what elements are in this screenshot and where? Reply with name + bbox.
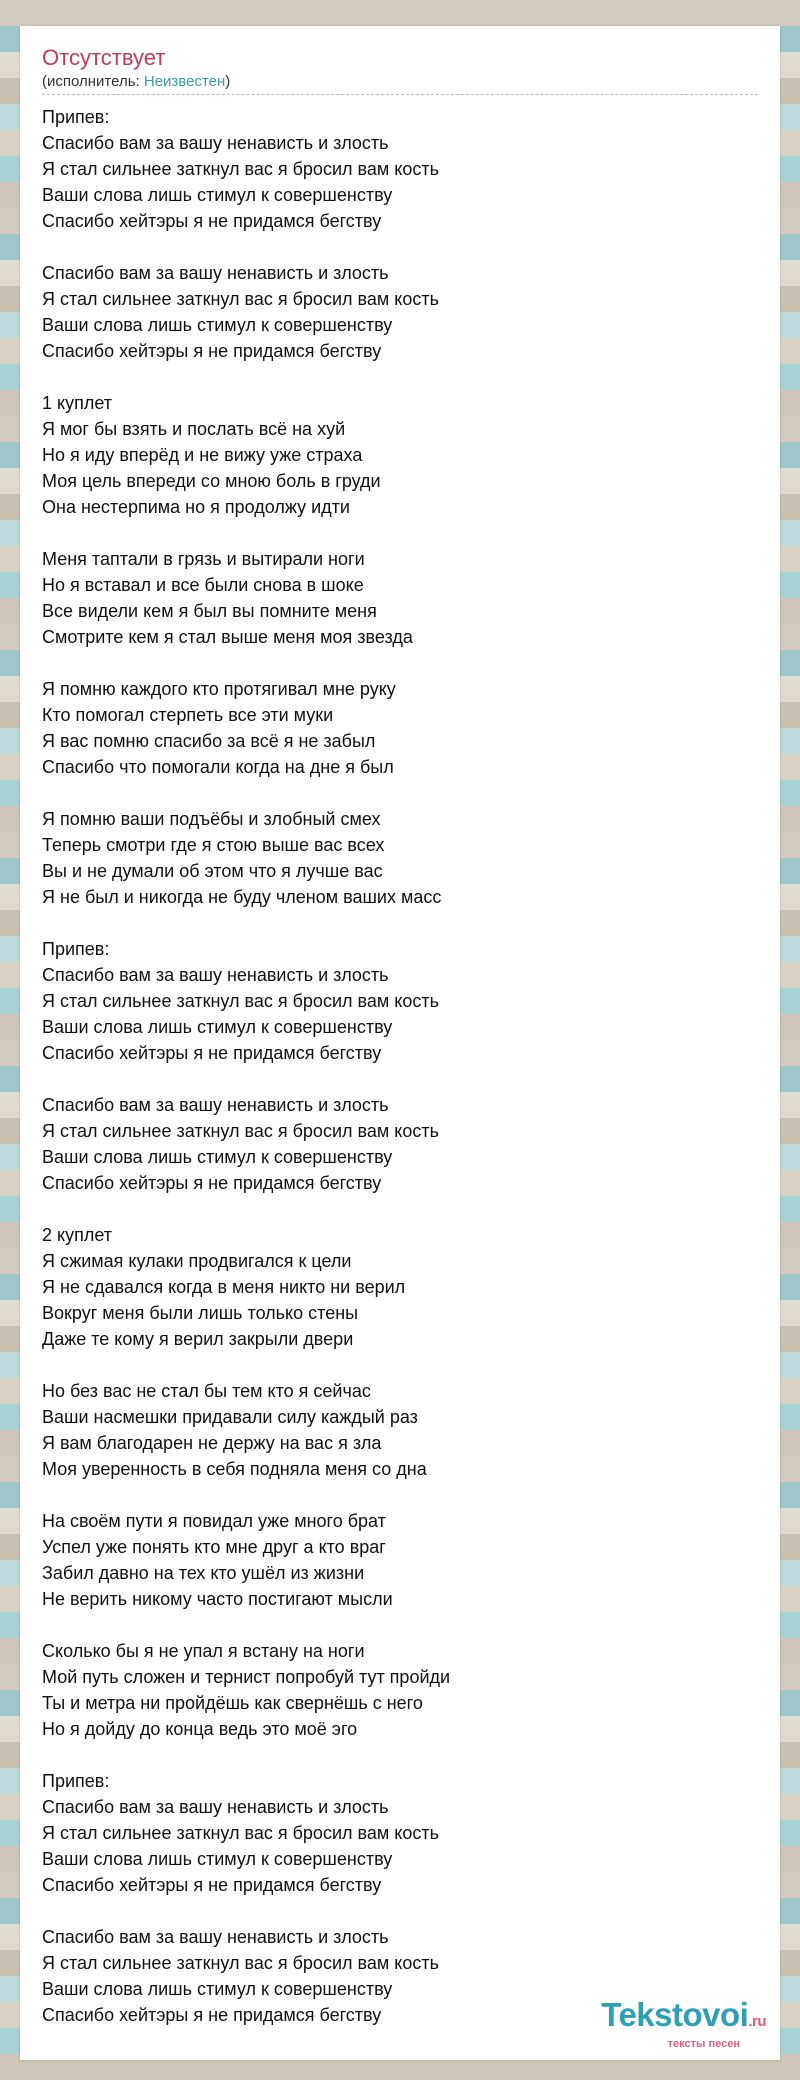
stanza-break [42, 1612, 758, 1638]
lyric-line: Припев: [42, 107, 110, 127]
lyric-line: Я стал сильнее заткнул вас я бросил вам кость [42, 159, 439, 179]
stanza-break [42, 1742, 758, 1768]
song-header [42, 44, 758, 95]
logo-suffix: .ru [748, 2013, 766, 2030]
stanza-break [42, 1898, 758, 1924]
lyric-line: Спасибо хейтэры я не придамся бегству [42, 211, 382, 231]
lyric-line: Я вас помню спасибо за всё я не забыл [42, 731, 376, 751]
stanza-break [42, 364, 758, 390]
lyric-line: Я стал сильнее заткнул вас я бросил вам кость [42, 289, 439, 309]
stanza-break [42, 910, 758, 936]
lyric-line: Припев: [42, 939, 110, 959]
lyric-line: Ваши слова лишь стимул к совершенству [42, 1017, 393, 1037]
lyric-line: Я не сдавался когда в меня никто ни верил [42, 1277, 406, 1297]
lyric-line: Спасибо что помогали когда на дне я был [42, 757, 394, 777]
stanza-break [42, 1066, 758, 1092]
logo-wordmark [601, 1996, 766, 2038]
lyric-line: Я сжимая кулаки продвигался к цели [42, 1251, 352, 1271]
lyric-line: Спасибо вам за вашу ненависть и злость [42, 1797, 389, 1817]
lyric-line: Я стал сильнее заткнул вас я бросил вам кость [42, 1953, 439, 1973]
lyric-line: Ваши слова лишь стимул к совершенству [42, 1849, 393, 1869]
lyric-line: Я стал сильнее заткнул вас я бросил вам кость [42, 1823, 439, 1843]
lyric-line: Спасибо хейтэры я не придамся бегству [42, 1043, 382, 1063]
artist-link[interactable]: Неизвестен [143, 73, 226, 90]
lyric-line: Спасибо хейтэры я не придамся бегству [42, 2005, 382, 2025]
lyric-line: Я мог бы взять и послать всё на хуй [42, 419, 346, 439]
stanza-break [42, 1482, 758, 1508]
lyric-line: Все видели кем я был вы помните меня [42, 601, 377, 621]
lyric-line: Припев: [42, 1771, 110, 1791]
lyric-line: Спасибо вам за вашу ненависть и злость [42, 965, 389, 985]
lyric-line: Спасибо хейтэры я не придамся бегству [42, 1173, 382, 1193]
lyrics-page [20, 26, 780, 2060]
lyric-line: 1 куплет [42, 393, 112, 413]
stanza-break [42, 520, 758, 546]
lyric-line: 2 куплет [42, 1225, 112, 1245]
lyric-line: Ваши насмешки придавали силу каждый раз [42, 1407, 418, 1427]
lyric-line: Спасибо вам за вашу ненависть и злость [42, 263, 389, 283]
lyric-line: Моя цель впереди со мною боль в груди [42, 471, 381, 491]
lyric-line: Я не был и никогда не буду членом ваших масс [42, 887, 442, 907]
lyric-line: Я стал сильнее заткнул вас я бросил вам кость [42, 1121, 439, 1141]
lyric-line: Моя уверенность в себя подняла меня со дна [42, 1459, 427, 1479]
lyric-line: Я помню каждого кто протягивал мне руку [42, 679, 396, 699]
lyric-line: Ваши слова лишь стимул к совершенству [42, 1147, 393, 1167]
lyric-line: Я вам благодарен не держу на вас я зла [42, 1433, 382, 1453]
artist-line [42, 72, 758, 92]
lyric-line: Ваши слова лишь стимул к совершенству [42, 185, 393, 205]
song-title: Отсутствует [42, 45, 166, 70]
lyric-line: Меня таптали в грязь и вытирали ноги [42, 549, 365, 569]
lyric-line: Вокруг меня были лишь только стены [42, 1303, 359, 1323]
lyric-line: Спасибо вам за вашу ненависть и злость [42, 133, 389, 153]
stanza-break [42, 1196, 758, 1222]
lyric-line: Я стал сильнее заткнул вас я бросил вам кость [42, 991, 439, 1011]
lyric-line: Она нестерпима но я продолжу идти [42, 497, 350, 517]
lyric-line: Спасибо вам за вашу ненависть и злость [42, 1095, 389, 1115]
lyric-line: Я помню ваши подъёбы и злобный смех [42, 809, 381, 829]
lyric-line: Забил давно на тех кто ушёл из жизни [42, 1563, 365, 1583]
lyric-line: Но я дойду до конца ведь это моё эго [42, 1719, 358, 1739]
lyric-line: Даже те кому я верил закрыли двери [42, 1329, 354, 1349]
stanza-break [42, 234, 758, 260]
lyric-line: Спасибо хейтэры я не придамся бегству [42, 341, 382, 361]
site-logo[interactable] [601, 1996, 766, 2050]
lyric-line: Сколько бы я не упал я встану на ноги [42, 1641, 365, 1661]
stanza-break [42, 780, 758, 806]
lyric-line: Ты и метра ни пройдёшь как свернёшь с него [42, 1693, 423, 1713]
lyric-line: Мой путь сложен и тернист попробуй тут пройди [42, 1667, 451, 1687]
lyric-line: Спасибо хейтэры я не придамся бегству [42, 1875, 382, 1895]
lyric-line: На своём пути я повидал уже много брат [42, 1511, 386, 1531]
lyric-line: Теперь смотри где я стою выше вас всех [42, 835, 385, 855]
artist-prefix: (исполнитель: [42, 73, 144, 90]
lyric-line: Вы и не думали об этом что я лучше вас [42, 861, 383, 881]
stanza-break [42, 1352, 758, 1378]
lyric-line: Но я иду вперёд и не вижу уже страха [42, 445, 363, 465]
lyric-line: Кто помогал стерпеть все эти муки [42, 705, 334, 725]
lyric-line: Спасибо вам за вашу ненависть и злость [42, 1927, 389, 1947]
lyric-line: Но я вставал и все были снова в шоке [42, 575, 364, 595]
lyric-line: Успел уже понять кто мне друг а кто враг [42, 1537, 386, 1557]
lyric-line: Ваши слова лишь стимул к совершенству [42, 1979, 393, 1999]
lyric-line: Ваши слова лишь стимул к совершенству [42, 315, 393, 335]
lyric-line: Не верить никому часто постигают мысли [42, 1589, 393, 1609]
lyric-line: Смотрите кем я стал выше меня моя звезда [42, 627, 413, 647]
logo-main-text: Tekstovoi [601, 1996, 749, 2033]
artist-suffix: ) [225, 73, 231, 90]
lyrics-text [42, 104, 758, 2028]
logo-tagline: тексты песен [667, 2038, 740, 2050]
stanza-break [42, 650, 758, 676]
lyric-line: Но без вас не стал бы тем кто я сейчас [42, 1381, 371, 1401]
